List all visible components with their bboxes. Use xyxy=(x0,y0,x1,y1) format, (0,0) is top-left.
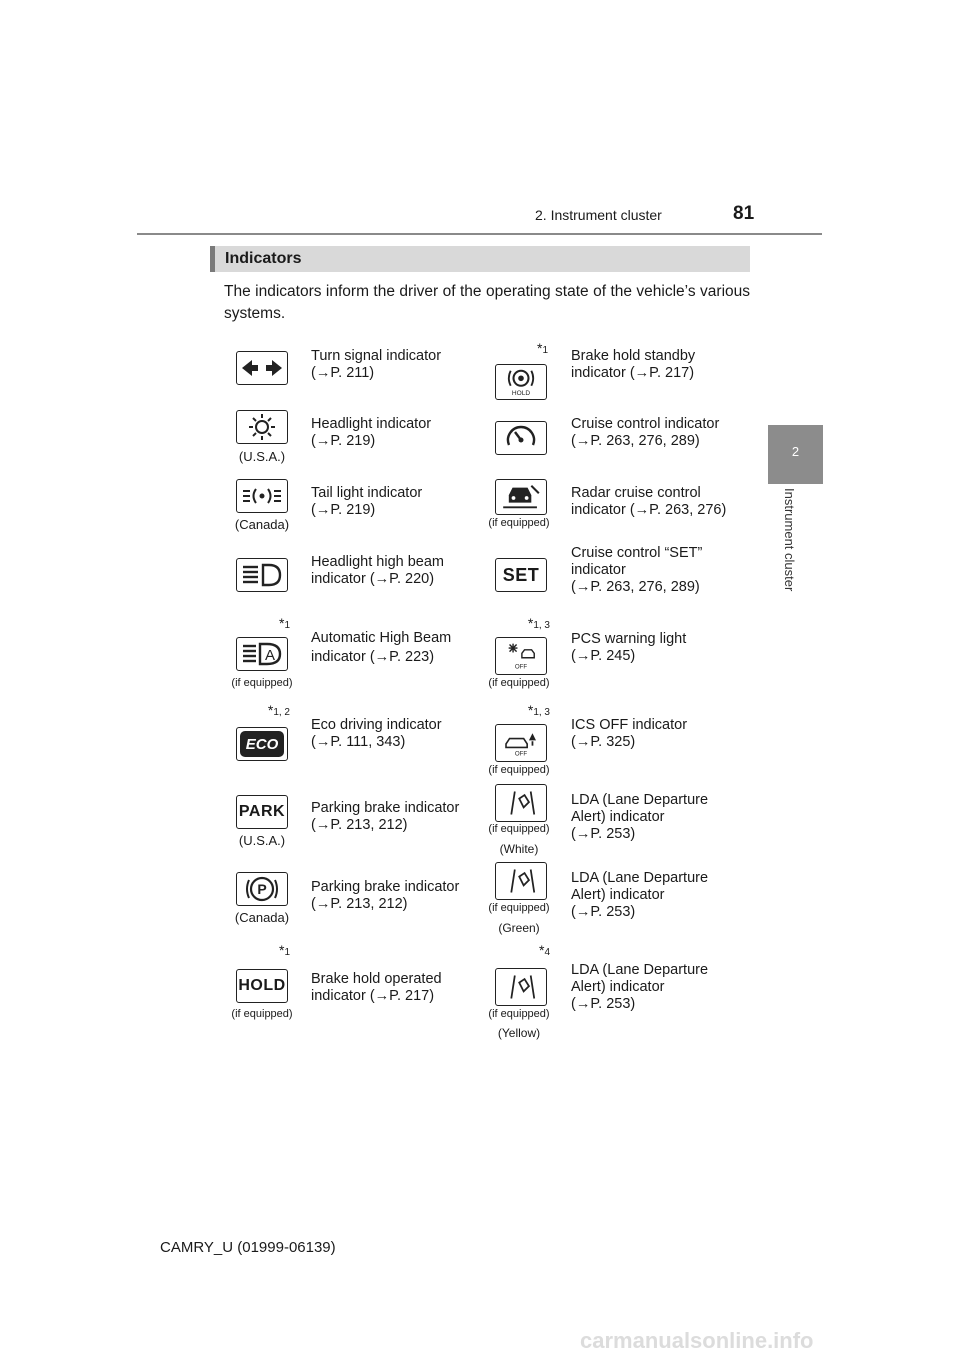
description-line: Headlight indicator xyxy=(311,416,432,432)
high-beam-description xyxy=(311,554,481,588)
footnote-marker xyxy=(230,942,290,958)
radar-cruise-icon xyxy=(495,479,547,515)
footnote-star: * xyxy=(527,702,534,718)
section-heading-text: Indicators xyxy=(225,250,302,267)
footnote-ref: 1, 3 xyxy=(533,620,550,631)
footnote-ref: 1, 2 xyxy=(273,707,290,718)
description-line: (→P. 325) xyxy=(571,734,636,750)
if-equipped-caption: (if equipped) xyxy=(488,764,550,776)
hold-icon xyxy=(236,969,288,1003)
tail-light-description xyxy=(311,485,481,519)
description-line: indicator xyxy=(571,562,626,578)
description-line: indicator (→P. 217) xyxy=(311,988,435,1004)
description-line: LDA (Lane Departure xyxy=(571,962,709,978)
cruise-control-icon xyxy=(495,421,547,455)
intro-paragraph: The indicators inform the driver of the operating state of the vehicle’s various systems. xyxy=(224,283,750,322)
park-icon-label: PARK xyxy=(238,803,286,820)
eco-icon xyxy=(236,727,288,761)
description-line: Alert) indicator xyxy=(571,887,665,903)
description-line: Turn signal indicator xyxy=(311,348,442,364)
if-equipped-caption: (if equipped) xyxy=(231,677,293,689)
footnote-marker xyxy=(230,615,290,631)
description-line: Eco driving indicator xyxy=(311,717,442,733)
color-caption: (White) xyxy=(499,842,539,856)
description-line: Alert) indicator xyxy=(571,809,665,825)
description-line: Automatic High Beam xyxy=(311,630,452,646)
cruise-set-description xyxy=(571,545,741,596)
headlight-icon xyxy=(236,410,288,444)
footnote-star: * xyxy=(278,942,285,958)
color-caption: (Green) xyxy=(498,921,540,935)
running-header-section: 2. Instrument cluster xyxy=(535,207,662,223)
description-line: Tail light indicator xyxy=(311,485,423,501)
turn-signal-icon xyxy=(236,351,288,385)
description-line: (→P. 213, 212) xyxy=(311,896,408,912)
description-line: (→P. 263, 276, 289) xyxy=(571,433,700,449)
description-line: (→P. 111, 343) xyxy=(311,734,406,750)
footnote-ref: 4 xyxy=(544,947,550,958)
description-line: Alert) indicator xyxy=(571,979,665,995)
page-number: 81 xyxy=(733,203,755,224)
footnote-marker xyxy=(230,702,290,718)
footnote-star: * xyxy=(538,942,545,958)
description-line: (→P. 253) xyxy=(571,826,636,842)
region-caption: (U.S.A.) xyxy=(238,833,286,848)
parking-brake-p-icon xyxy=(236,872,288,906)
ics-off-icon-label: OFF xyxy=(514,750,528,758)
chapter-tab-label-text: Instrument cluster xyxy=(782,488,797,592)
description-line: LDA (Lane Departure xyxy=(571,870,709,886)
footnote-ref: 1 xyxy=(284,947,290,958)
hold-icon-label: HOLD xyxy=(238,977,286,994)
footnote-star: * xyxy=(536,340,543,356)
pcs-off-icon xyxy=(495,637,547,675)
description-line: (→P. 253) xyxy=(571,904,636,920)
description-line: indicator (→P. 223) xyxy=(311,649,435,665)
description-line: LDA (Lane Departure xyxy=(571,792,709,808)
description-line: Cruise control indicator xyxy=(571,416,720,432)
footnote-ref: 1 xyxy=(284,620,290,631)
footnote-marker xyxy=(488,340,548,356)
description-line: (→P. 213, 212) xyxy=(311,817,408,833)
svg-text:P: P xyxy=(257,881,267,897)
auto-high-beam-icon xyxy=(236,637,288,671)
description-line: (→P. 263, 276, 289) xyxy=(571,579,700,595)
region-caption: (U.S.A.) xyxy=(238,449,286,464)
ics-off-icon xyxy=(495,724,547,762)
footnote-marker xyxy=(490,942,550,958)
if-equipped-caption: (if equipped) xyxy=(488,902,550,914)
description-line: Parking brake indicator xyxy=(311,879,460,895)
turn-signal-description xyxy=(311,348,481,382)
description-line: Headlight high beam xyxy=(311,554,445,570)
lda-white-icon xyxy=(495,784,547,822)
lda-green-description xyxy=(571,870,741,921)
chapter-tab-label xyxy=(783,488,801,618)
set-icon xyxy=(495,558,547,592)
if-equipped-caption: (if equipped) xyxy=(488,517,550,529)
parking-brake-description xyxy=(311,800,481,834)
description-line: Brake hold standby xyxy=(571,348,696,364)
brake-hold-standby-description xyxy=(571,348,741,382)
section-heading xyxy=(210,246,750,272)
parking-brake-canada-description xyxy=(311,879,481,913)
footnote-star: * xyxy=(267,702,274,718)
tail-light-icon xyxy=(236,479,288,513)
description-line: Radar cruise control xyxy=(571,485,701,501)
lda-yellow-description xyxy=(571,962,741,1013)
lda-green-icon xyxy=(495,862,547,900)
eco-description xyxy=(311,717,481,751)
lda-white-description xyxy=(571,792,741,843)
chapter-tab-number: 2 xyxy=(791,444,800,459)
header-rule xyxy=(137,233,822,235)
high-beam-icon xyxy=(236,558,288,592)
description-line: Parking brake indicator xyxy=(311,800,460,816)
region-caption: (Canada) xyxy=(234,517,290,532)
region-caption: (Canada) xyxy=(234,910,290,925)
set-icon-label: SET xyxy=(502,564,540,585)
description-line: (→P. 245) xyxy=(571,648,636,664)
brake-hold-operated-description xyxy=(311,971,481,1005)
radar-cruise-description xyxy=(571,485,741,519)
pcs-description xyxy=(571,631,741,665)
auto-high-beam-description xyxy=(311,629,481,667)
cruise-control-description xyxy=(571,416,741,450)
footnote-ref: 1 xyxy=(542,345,548,356)
pcs-off-icon-label: OFF xyxy=(514,663,528,671)
description-line: (→P. 219) xyxy=(311,433,376,449)
watermark: carmanualsonline.info xyxy=(580,1328,814,1353)
footnote-marker xyxy=(490,615,550,631)
lda-yellow-icon xyxy=(495,968,547,1006)
headlight-description xyxy=(311,416,481,450)
description-line: Cruise control “SET” xyxy=(571,545,703,561)
footnote-star: * xyxy=(527,615,534,631)
park-icon xyxy=(236,795,288,829)
description-line: (→P. 219) xyxy=(311,502,376,518)
description-line: indicator (→P. 220) xyxy=(311,571,435,587)
description-line: indicator (→P. 263, 276) xyxy=(571,502,727,518)
svg-text:A: A xyxy=(264,647,276,664)
if-equipped-caption: (if equipped) xyxy=(231,1008,293,1020)
if-equipped-caption: (if equipped) xyxy=(488,677,550,689)
ics-description xyxy=(571,717,741,751)
brake-hold-standby-icon xyxy=(495,364,547,400)
description-line: indicator (→P. 217) xyxy=(571,365,695,381)
document-code-footer: CAMRY_U (01999-06139) xyxy=(160,1239,336,1256)
description-line: ICS OFF indicator xyxy=(571,717,688,733)
eco-icon-label: ECO xyxy=(240,731,284,757)
description-line: PCS warning light xyxy=(571,631,687,647)
if-equipped-caption: (if equipped) xyxy=(488,1008,550,1020)
footnote-marker xyxy=(490,702,550,718)
description-line: (→P. 211) xyxy=(311,365,375,381)
description-line: Brake hold operated xyxy=(311,971,442,987)
if-equipped-caption: (if equipped) xyxy=(488,823,550,835)
color-caption: (Yellow) xyxy=(497,1026,541,1040)
brake-hold-standby-icon-label: HOLD xyxy=(511,390,531,397)
description-line: (→P. 253) xyxy=(571,996,636,1012)
footnote-ref: 1, 3 xyxy=(533,707,550,718)
footnote-star: * xyxy=(278,615,285,631)
